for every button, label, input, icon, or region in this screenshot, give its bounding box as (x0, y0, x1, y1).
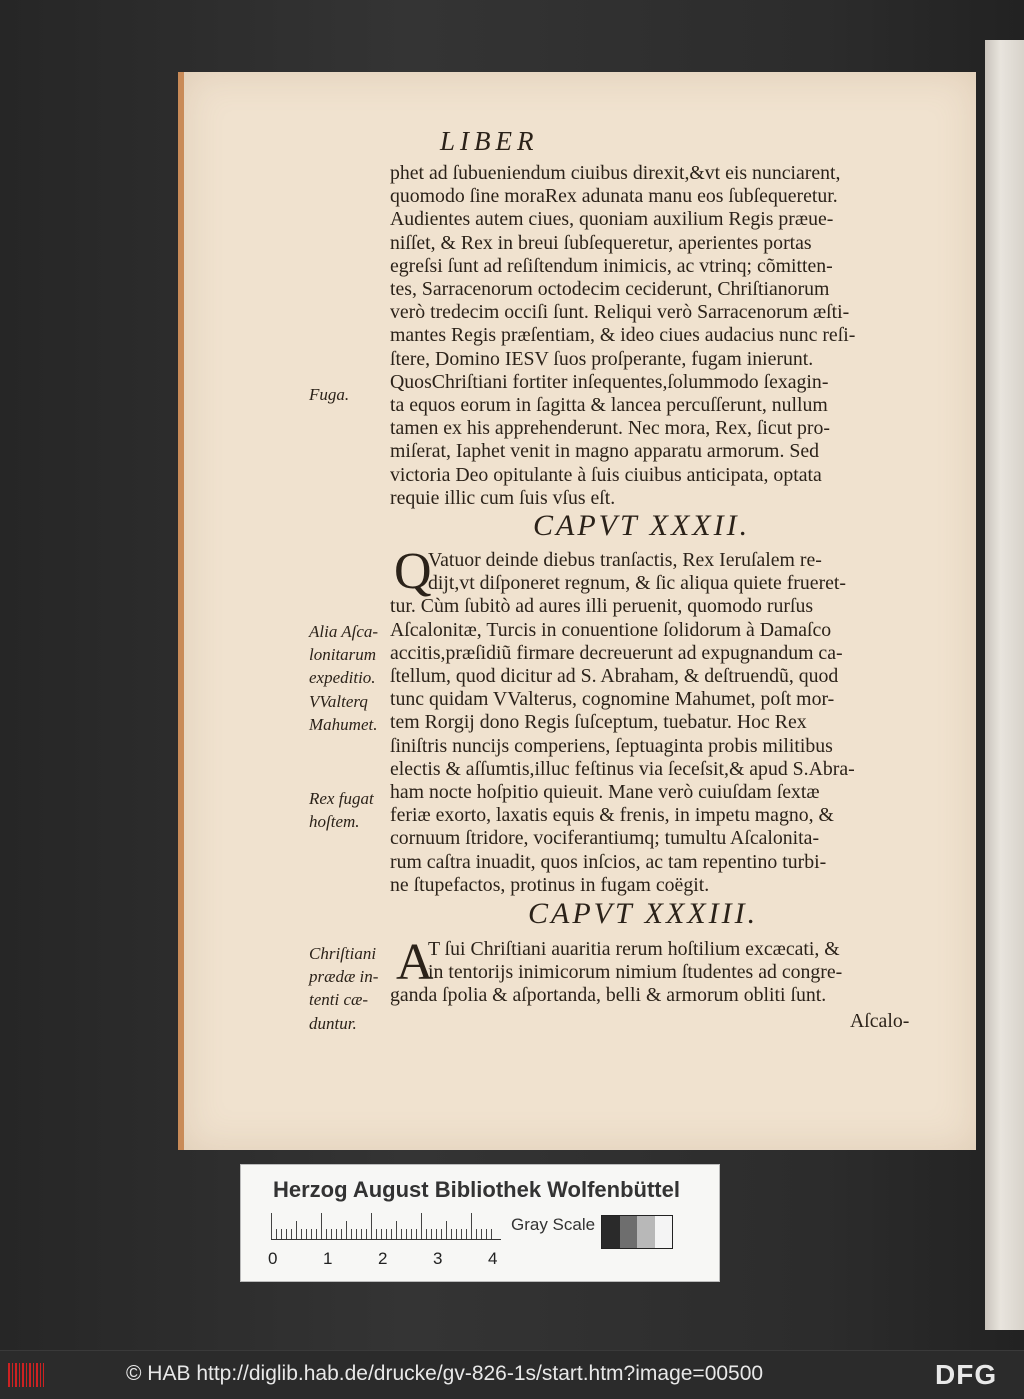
text-line: miſerat, Iaphet venit in magno apparatu armorum. Sed (390, 440, 820, 463)
text-line: feriæ exorto, laxatis equis & frenis, in impetu magno, & (390, 804, 834, 827)
chapter-heading-32: CAPVT XXXII. (533, 509, 751, 542)
ruler-tick (356, 1229, 357, 1239)
text-line: Vatuor deinde diebus tranſactis, Rex Ieruſalem re- (428, 549, 822, 571)
ruler-tick (461, 1229, 462, 1239)
paragraph-2 (390, 549, 923, 897)
ruler-tick (381, 1229, 382, 1239)
ruler-tick (331, 1229, 332, 1239)
text-line: niſſet, & Rex in breui ſubſequeretur, aperientes portas (390, 231, 812, 254)
marginal-line: tenti cæ- (309, 990, 369, 1010)
footer-bar (0, 1350, 1024, 1399)
text-line: quomodo ſine moraRex adunata manu eos ſubſequeretur. (390, 185, 838, 208)
ruler-tick (361, 1229, 362, 1239)
ruler-tick (401, 1229, 402, 1239)
text-line: tunc quidam VValterus, cognomine Mahumet, poſt mor- (390, 688, 835, 711)
marginal-line: lonitarum (309, 645, 377, 665)
ruler-number: 4 (488, 1249, 498, 1268)
text-line: tamen ex his apprehenderunt. Nec mora, Rex, ſicut pro- (390, 417, 830, 440)
text-line: phet ad ſubueniendum ciuibus direxit,&vt eis nunciarent, (390, 162, 841, 184)
text-line: accitis,præſidiũ firmare decreuerunt ad expugnandum ca- (390, 641, 843, 664)
marginal-line: expeditio. (309, 668, 376, 688)
ruler-tick (476, 1229, 477, 1239)
ruler-tick (341, 1229, 342, 1239)
text-line: egreſsi ſunt ad reſiſtendum inimicis, ac vtrinq; cõmitten- (390, 254, 833, 277)
ruler-number: 3 (433, 1249, 443, 1268)
ruler-tick (426, 1229, 427, 1239)
text-line: dijt,vt diſponeret regnum, & ſic aliqua quiete frueret- (428, 572, 847, 595)
text-line: requie illic cum ſuis vſus eſt. (390, 486, 616, 509)
text-line: victoria Deo opitulante à ſuis ciuibus anticipata, optata (390, 463, 822, 486)
drop-cap-32: Q (394, 543, 432, 600)
ruler-tick (471, 1213, 472, 1239)
ruler-tick (456, 1229, 457, 1239)
ruler-tick (336, 1229, 337, 1239)
marginal-line: Chriſtiani (309, 944, 377, 963)
ruler-tick (391, 1229, 392, 1239)
marginal-line: Alia Aſca- (309, 622, 379, 641)
ruler-tick (376, 1229, 377, 1239)
text-line: ham nocte hoſpitio quieuit. Mane verò cuiuſdam ſextæ (390, 781, 820, 804)
ruler-tick (291, 1229, 292, 1239)
ruler-tick (411, 1229, 412, 1239)
text-line: rum caſtra inuadit, quos inſcios, ac tam repentino turbi- (390, 850, 827, 873)
text-line: ta equos eorum in ſagitta & lancea percuſſerunt, nullum (390, 394, 828, 417)
ruler-tick (396, 1221, 397, 1239)
running-head: LIBER (440, 126, 539, 156)
text-line: T ſui Chriſtiani auaritia rerum hoſtilium excæcati, & (428, 938, 840, 960)
text-line: ſtere, Domino IESV ſuos proſperante, fugam inierunt. (390, 347, 814, 370)
barcode-icon (8, 1363, 44, 1387)
marginal-line: prædæ in- (309, 967, 379, 987)
drop-cap-33: A (396, 934, 434, 991)
text-line: Audientes autem ciues, quoniam auxilium Regis præue- (390, 208, 834, 231)
ruler-tick (386, 1229, 387, 1239)
text-line: tur. Cùm ſubitò ad aures illi peruenit, quomodo rurſus (390, 595, 814, 618)
marginal-note-christiani (309, 942, 393, 1035)
catchword: Aſcalo- (850, 1010, 910, 1032)
copyright-link[interactable]: © HAB http://diglib.hab.de/drucke/gv-826-1s/start.htm?image=00500 (126, 1362, 764, 1385)
ruler-tick (406, 1229, 407, 1239)
ruler-tick (421, 1213, 422, 1239)
ruler-number: 2 (378, 1249, 388, 1268)
gray-scale-swatches (601, 1215, 673, 1249)
ruler-tick (311, 1229, 312, 1239)
marginal-line: Rex fugat (309, 789, 374, 808)
dfg-logo: DFG (935, 1359, 998, 1390)
ruler-tick (306, 1229, 307, 1239)
library-name: Herzog August Bibliothek Wolfenbüttel (273, 1177, 680, 1202)
text-line: QuosChriſtiani fortiter inſequentes,ſolummodo ſexagin- (390, 370, 829, 393)
ruler-tick (286, 1229, 287, 1239)
chapter-heading-33: CAPVT XXXIII. (528, 897, 759, 930)
ruler-tick (416, 1229, 417, 1239)
text-line: tes, Sarracenorum octodecim ceciderunt, Chriſtianorum (390, 278, 830, 301)
ruler-tick (276, 1229, 277, 1239)
ruler-tick (321, 1213, 322, 1239)
paragraph-1 (390, 162, 923, 510)
ruler-tick (326, 1229, 327, 1239)
ruler-tick (431, 1229, 432, 1239)
ruler-tick (281, 1229, 282, 1239)
text-line: in tentorijs inimicorum nimium ſtudentes ad congre- (428, 961, 843, 984)
next-page-edge (985, 40, 1024, 1330)
text-line: Aſcalonitæ, Turcis in conuentione ſolidorum à Damaſco (390, 618, 832, 641)
ruler-tick (491, 1229, 492, 1239)
text-line: ſiniſtris nuncijs comperiens, ſeptuaginta probis militibus (390, 734, 833, 757)
ruler-tick (296, 1221, 297, 1239)
ruler-tick (446, 1221, 447, 1239)
text-line: cornuum ſtridore, vociferantiumq; tumultu Aſcalonita- (390, 827, 820, 850)
marginal-note-rex (309, 787, 393, 833)
ruler-tick (316, 1229, 317, 1239)
text-line: electis & aſſumtis,illuc feſtinus via ſeceſsit,& apud S.Abra- (390, 757, 855, 780)
marginal-note-alia (309, 620, 393, 736)
ruler-tick (481, 1229, 482, 1239)
ruler-tick (451, 1229, 452, 1239)
marginal-line: hoſtem. (309, 812, 360, 832)
gray-swatch (637, 1216, 655, 1248)
ruler-tick (441, 1229, 442, 1239)
text-line: verò tredecim occiſi ſunt. Reliqui verò Sarracenorum æſti- (390, 301, 850, 324)
text-line: tem Rorgij dono Regis ſuſceptum, tuebatur. Hoc Rex (390, 711, 807, 734)
ruler-tick (351, 1229, 352, 1239)
text-line: ſtellum, quod dicitur ad S. Abraham, & deſtruendũ, quod (390, 665, 839, 688)
ruler-tick (486, 1229, 487, 1239)
marginal-line: duntur. (309, 1013, 357, 1033)
gray-swatch (602, 1216, 620, 1248)
marginal-line: Fuga. (309, 385, 350, 404)
gray-scale-label: Gray Scale (511, 1215, 596, 1234)
library-color-card (240, 1164, 720, 1282)
gray-swatch (655, 1216, 673, 1248)
measurement-ruler (271, 1211, 501, 1240)
marginal-line: VValterq (309, 691, 368, 711)
paragraph-3 (390, 934, 923, 1008)
text-line: ne ſtupefactos, protinus in fugam coëgit. (390, 873, 710, 896)
ruler-number: 1 (323, 1249, 333, 1268)
ruler-number: 0 (268, 1249, 278, 1268)
gray-swatch (620, 1216, 638, 1248)
marginal-note-fuga (309, 383, 393, 406)
ruler-tick (346, 1221, 347, 1239)
ruler-tick (436, 1229, 437, 1239)
ruler-tick (371, 1213, 372, 1239)
ruler-tick (366, 1229, 367, 1239)
ruler-tick (301, 1229, 302, 1239)
ruler-tick (271, 1213, 272, 1239)
marginal-line: Mahumet. (309, 714, 378, 734)
text-line: mantes Regis præſentiam, & ideo ciues audacius nunc reſi- (390, 324, 856, 347)
ruler-tick (466, 1229, 467, 1239)
text-line: ganda ſpolia & aſportanda, belli & armorum obliti ſunt. (390, 984, 827, 1007)
